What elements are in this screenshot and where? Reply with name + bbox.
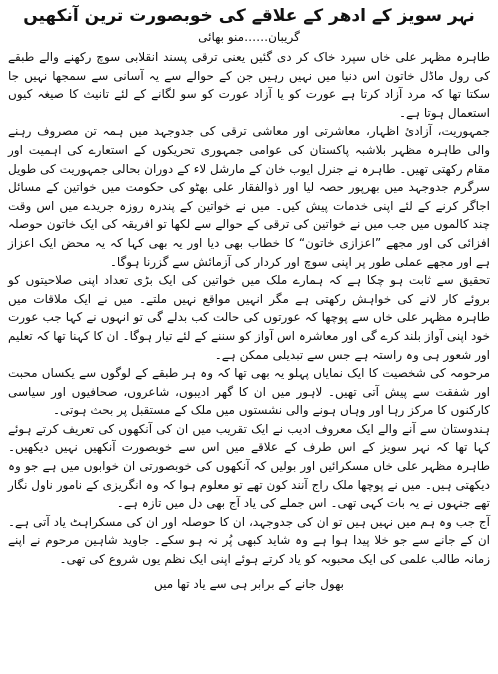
article-byline: گریبان……منو بھائی	[198, 30, 300, 44]
paragraph: ہندوستان سے آنے والے ایک معروف ادیب نے ایک تقریب میں ان کی آنکھوں کی تعریف کرتے ہوئے کہا تھا کہ نہر سویز کے اس طرف کے علاقے میں اس سے خوبصورت آنکھیں نہیں دیکھیں۔ طاہرہ مظہر علی خاں مسکرائیں اور بولیں کہ آنکھوں کی خوبصورتی ان خوابوں میں ہے جو وہ دیکھتی ہیں۔ میں نے پوچھا ملک راج آنند کون تھے تو معلوم ہوا کہ وہ انگریزی کے نامور ناول نگار تھے جنہوں نے یہ بات کہی تھی۔ اس جملے کی یاد آج بھی دل میں تازہ ہے۔	[8, 421, 490, 511]
article-title: نہر سویز کے ادھر کے علاقے کی خوبصورت ترین آنکھیں	[23, 6, 475, 26]
paragraph: جمہوریت، آزادیٔ اظہار، معاشرتی اور معاشی ترقی کی جدوجہد میں ہمہ تن مصروف رہنے والی طاہرہ مظہر بلاشبہ پاکستان کی عوامی جمہوری تحریکوں کے استعارے کی اہمیت اور مقام رکھتی تھیں۔ طاہرہ نے جنرل ایوب خان کے مارشل لاء کے دوران بحالی جمہوریت کی طویل سرگرم جدوجہد میں بھرپور حصہ لیا اور ذوالفقار علی بھٹو کی حکومت میں خواتین کے مسائل اجاگر کرنے کے لئے اپنی خدمات پیش کیں۔ میں نے خواتین کے پندرہ روزہ جریدے میں اس وقت چند کالموں میں جب میں نے خواتین کی ترقی کے حوالے سے لکھا تو افریقہ کی ایک خاتون حوصلہ افزائی کی اور مجھے ”اعزازی خاتون“ کا خطاب بھی دیا اور یہ بھی کہا کہ یہ محض ایک اعزاز ہے اور مجھے عملی طور پر اپنی سوچ اور کردار کی آزمائش سے گزرنا ہوگا۔	[8, 124, 490, 269]
paragraph: آج جب وہ ہم میں نہیں ہیں تو ان کی جدوجہد، ان کا حوصلہ اور ان کی مسکراہٹ یاد آتی ہے۔ ان کے جانے سے جو خلا پیدا ہوا ہے وہ شاید کبھی پُر نہ ہو سکے۔ جاوید شاہین مرحوم نے اپنے زمانہ طالب علمی کی ایک محبوبہ کو یاد کرتے ہوئے اپنی ایک نظم یوں شروع کی تھی۔	[8, 514, 490, 567]
closing-verse: بھول جانے کے برابر ہی سے یاد تھا میں	[154, 576, 344, 591]
article-body	[8, 48, 490, 569]
paragraph: طاہرہ مظہر علی خاں سپرد خاک کر دی گئیں یعنی ترقی پسند انقلابی سوچ رکھنے والے طبقے کی رول ماڈل خاتون اس دنیا میں نہیں رہیں جن کے حوالے سے یہ آسانی سے سمجھا نہیں جا سکتا تھا کہ مرد آزاد کرتا ہے عورت کو یا آزاد عورت کو سو لگانے کے لئے تانیث کا صیغہ کیوں استعمال ہوتا ہے۔	[8, 50, 490, 120]
paragraph: تحقیق سے ثابت ہو چکا ہے کہ ہمارے ملک میں خواتین کی ایک بڑی تعداد اپنی صلاحیتوں کو بروئے کار لانے کی خواہش رکھتی ہے مگر انہیں مواقع نہیں ملتے۔ میں نے ایک ملاقات میں طاہرہ مظہر علی خاں سے پوچھا کہ عورتوں کی حالت کب بدلے گی تو انہوں نے کہا جب عورت خود اپنی آواز بلند کرے گی اور معاشرہ اس آواز کو سننے کے لئے تیار ہوگا۔ ان کا کہنا تھا کہ تعلیم اور شعور ہی وہ راستہ ہے جس سے تبدیلی ممکن ہے۔	[8, 273, 490, 362]
paragraph: مرحومہ کی شخصیت کا ایک نمایاں پہلو یہ بھی تھا کہ وہ ہر طبقے کے لوگوں سے یکساں محبت اور شفقت سے پیش آتی تھیں۔ لاہور میں ان کا گھر ادیبوں، شاعروں، صحافیوں اور سیاسی کارکنوں کا مرکز رہا اور وہاں ہونے والی نشستوں میں ملک کے مستقبل پر بحث ہوتی۔	[8, 366, 490, 418]
